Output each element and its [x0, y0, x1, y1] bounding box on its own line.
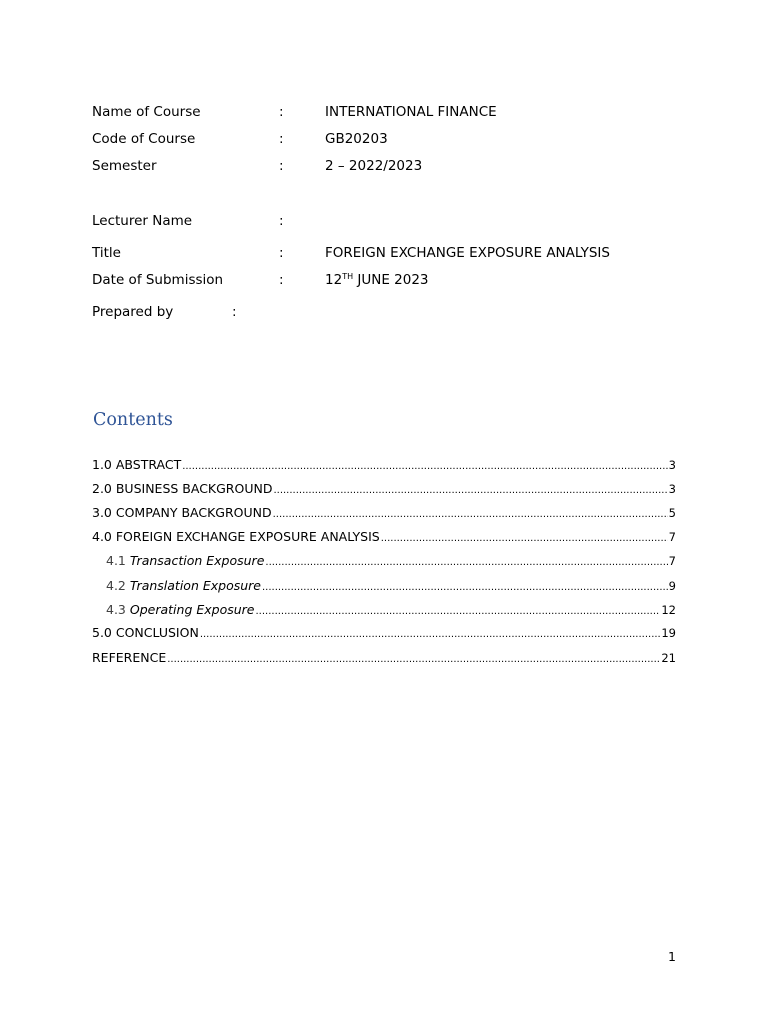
date-of-submission-colon: : — [279, 272, 284, 288]
toc-dot-leader — [167, 650, 660, 670]
name-of-course-label: Name of Course — [92, 104, 201, 120]
toc-entry-company-background[interactable] — [92, 503, 676, 523]
toc-entry-title: 5.0 CONCLUSION — [92, 625, 199, 640]
toc-dot-leader — [381, 529, 668, 549]
submission-month-year: JUNE 2023 — [353, 272, 429, 288]
toc-entry-business-background[interactable] — [92, 479, 676, 499]
toc-entry-number: 4.2 — [106, 578, 126, 593]
toc-entry-page: 7 — [668, 530, 676, 544]
page-number: 1 — [668, 949, 676, 964]
submission-day: 12 — [325, 272, 343, 288]
toc-entry-page: 21 — [661, 651, 676, 665]
contents-heading: Contents — [93, 410, 173, 430]
toc-dot-leader — [273, 481, 667, 501]
toc-entry-title: Translation Exposure — [129, 578, 261, 593]
title-row — [92, 243, 692, 263]
date-of-submission-value — [325, 270, 429, 290]
toc-entry-page: 3 — [668, 458, 676, 472]
toc-entry-title: Operating Exposure — [129, 602, 255, 617]
toc-entry-abstract[interactable] — [92, 455, 676, 475]
toc-dot-leader — [256, 602, 661, 622]
name-of-course-value: INTERNATIONAL FINANCE — [325, 104, 497, 120]
date-of-submission-row — [92, 270, 692, 290]
toc-entry-page: 7 — [668, 554, 676, 568]
name-of-course-row — [92, 102, 692, 122]
prepared-by-colon: : — [232, 304, 237, 320]
toc-entry-title: Transaction Exposure — [129, 553, 265, 568]
toc-dot-leader — [273, 505, 668, 525]
toc-dot-leader — [200, 625, 661, 645]
semester-colon: : — [279, 158, 284, 174]
code-of-course-colon: : — [279, 131, 284, 147]
toc-entry-title: 2.0 BUSINESS BACKGROUND — [92, 481, 273, 496]
lecturer-name-colon: : — [279, 213, 284, 229]
title-colon: : — [279, 245, 284, 261]
date-of-submission-label: Date of Submission — [92, 272, 224, 288]
lecturer-name-row — [92, 211, 692, 231]
code-of-course-row — [92, 129, 692, 149]
toc-entry-number: 4.1 — [106, 553, 126, 568]
toc-dot-leader — [265, 553, 667, 573]
name-of-course-colon: : — [279, 104, 284, 120]
toc-dot-leader — [182, 457, 667, 477]
toc-entry-page: 5 — [668, 506, 676, 520]
semester-value: 2 – 2022/2023 — [325, 158, 423, 174]
toc-entry-transaction-exposure[interactable] — [106, 551, 676, 571]
toc-entry-title: 1.0 ABSTRACT — [92, 457, 182, 472]
toc-entry-translation-exposure[interactable] — [106, 576, 676, 596]
semester-label: Semester — [92, 158, 157, 174]
toc-entry-title: 4.0 FOREIGN EXCHANGE EXPOSURE ANALYSIS — [92, 529, 380, 544]
toc-entry-number: 4.3 — [106, 602, 126, 617]
lecturer-name-label: Lecturer Name — [92, 213, 193, 229]
prepared-by-label: Prepared by — [92, 304, 174, 320]
semester-row — [92, 156, 692, 176]
toc-entry-page: 9 — [668, 579, 676, 593]
title-label: Title — [92, 245, 121, 261]
toc-entry-title: 3.0 COMPANY BACKGROUND — [92, 505, 272, 520]
toc-entry-page: 19 — [661, 626, 676, 640]
toc-entry-conclusion[interactable] — [92, 623, 676, 643]
toc-entry-reference[interactable] — [92, 648, 676, 668]
toc-dot-leader — [262, 578, 668, 598]
toc-entry-title: REFERENCE — [92, 650, 167, 665]
toc-entry-page: 3 — [668, 482, 676, 496]
toc-entry-fx-exposure-analysis[interactable] — [92, 527, 676, 547]
title-value: FOREIGN EXCHANGE EXPOSURE ANALYSIS — [325, 245, 610, 261]
toc-entry-operating-exposure[interactable] — [106, 600, 676, 620]
prepared-by-row — [92, 302, 692, 322]
code-of-course-label: Code of Course — [92, 131, 196, 147]
toc-entry-page: 12 — [661, 603, 676, 617]
code-of-course-value: GB20203 — [325, 131, 388, 147]
submission-day-suffix: TH — [342, 272, 354, 281]
